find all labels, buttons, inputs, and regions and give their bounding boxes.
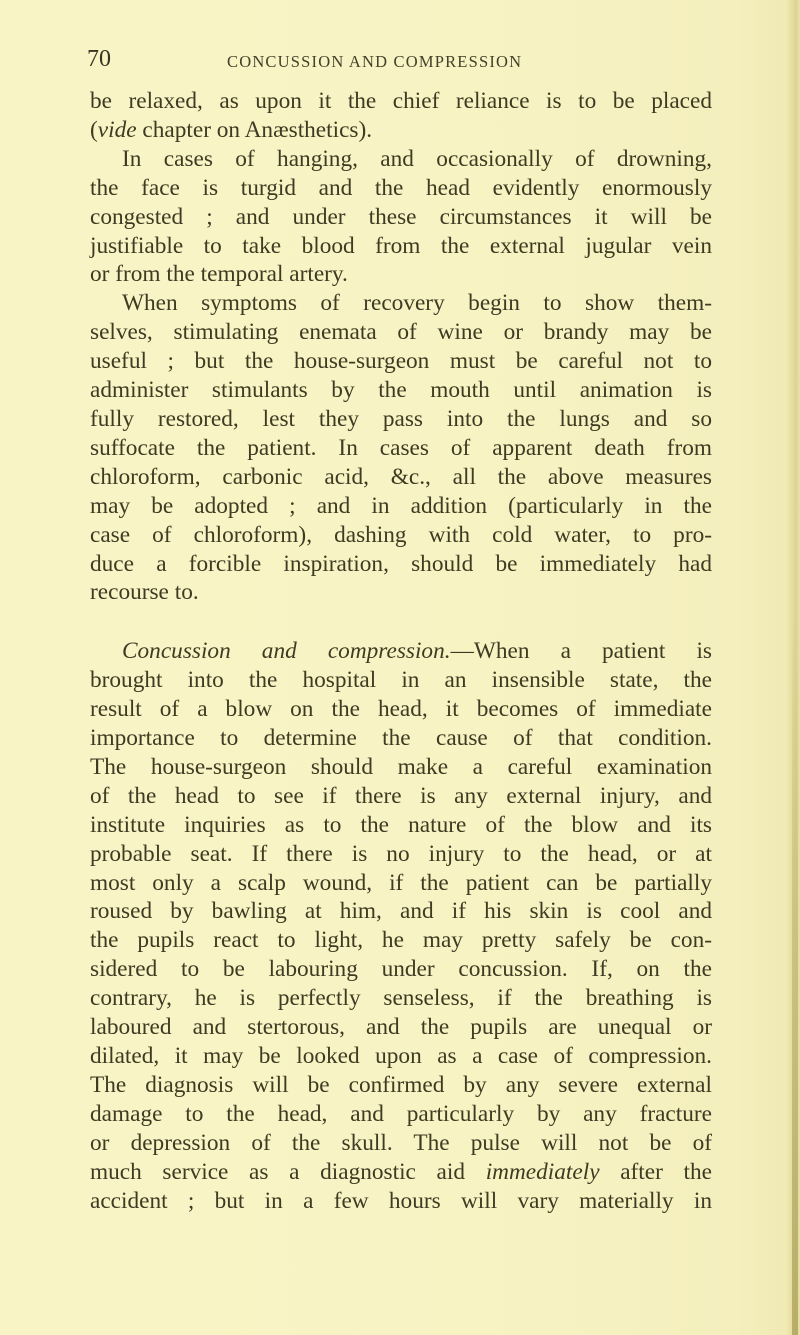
text-fragment: much service as a diagnostic aid xyxy=(90,1158,486,1185)
section-heading: Concussion and compression. xyxy=(122,638,451,665)
text-line: case of chloroform), dashing with cold water, to pro- xyxy=(90,521,712,548)
text-line: brought into the hospital in an insensible state, the xyxy=(90,667,712,694)
text-line: sidered to be labouring under concussion. If, on the xyxy=(90,956,712,983)
text-line: dilated, it may be looked upon as a case of compression. xyxy=(90,1043,712,1069)
running-head xyxy=(87,46,707,76)
text-line: importance to determine the cause of that condition. xyxy=(90,725,712,752)
text-line: suffocate the patient. In cases of apparent death from xyxy=(90,434,712,461)
text-line: probable seat. If there is no injury to the head, or at xyxy=(90,840,712,867)
text-line: the pupils react to light, he may pretty safely be con- xyxy=(90,927,712,954)
text-line: In cases of hanging, and occasionally of drowning, xyxy=(122,145,712,172)
section-concussion-compression xyxy=(90,637,712,1215)
text-line: recourse to. xyxy=(90,579,199,606)
text-line: result of a blow on the head, it becomes of immediate xyxy=(90,696,712,723)
text-line: justifiable to take blood from the external jugular vein xyxy=(90,232,712,259)
italic-term-immediately: immediately xyxy=(485,1158,600,1185)
text-line: of the head to see if there is any external injury, and xyxy=(90,782,712,809)
text-line: the face is turgid and the head evidently enormously xyxy=(90,174,712,201)
text-fragment: chapter on Anæsthetics). xyxy=(136,116,373,143)
paragraph-recovery xyxy=(90,289,712,607)
running-head-title: CONCUSSION AND COMPRESSION xyxy=(227,52,523,71)
text-line: administer stimulants by the mouth until animation is xyxy=(90,377,712,404)
text-line: fully restored, lest they pass into the lungs and so xyxy=(90,405,712,432)
text-line: useful ; but the house-surgeon must be careful not to xyxy=(90,348,712,375)
page-number: 70 xyxy=(87,46,111,72)
page-binding-edge xyxy=(786,0,800,1335)
text-fragment: after the xyxy=(599,1158,713,1185)
text-line: institute inquiries as to the nature of the blow and its xyxy=(90,811,712,838)
text-line: or depression of the skull. The pulse will not be of xyxy=(90,1129,712,1156)
section-lead-in: —When a patient is xyxy=(450,638,712,665)
text-line: accident ; but in a few hours will vary materially in xyxy=(90,1187,712,1214)
text-line: duce a forcible inspiration, should be immediately had xyxy=(90,550,712,577)
text-line: may be adopted ; and in addition (particularly in the xyxy=(90,492,712,519)
body-text xyxy=(90,87,712,1215)
text-line: most only a scalp wound, if the patient can be partially xyxy=(90,869,712,896)
binding-shadow xyxy=(792,620,798,1335)
text-line: damage to the head, and particularly by any fracture xyxy=(90,1100,712,1127)
text-line: laboured and stertorous, and the pupils are unequal or xyxy=(90,1014,712,1041)
text-line: be relaxed, as upon it the chief reliance is to be placed xyxy=(90,88,712,114)
paragraph-continuation xyxy=(90,87,712,145)
text-line: The diagnosis will be confirmed by any severe external xyxy=(90,1071,712,1098)
text-line: chloroform, carbonic acid, &c., all the above measures xyxy=(90,463,712,490)
text-line xyxy=(90,637,712,666)
text-line: (vide chapter on Anæsthetics). xyxy=(90,116,373,143)
text-line: When symptoms of recovery begin to show them- xyxy=(122,290,712,317)
text-line: roused by bawling at him, and if his skin is cool and xyxy=(90,898,712,925)
paragraph-hanging-drowning xyxy=(90,145,712,290)
text-line: The house-surgeon should make a careful examination xyxy=(90,753,712,780)
text-line: selves, stimulating enemata of wine or brandy may be xyxy=(90,319,712,346)
text-line: contrary, he is perfectly senseless, if the breathing is xyxy=(90,985,712,1012)
text-line: congested ; and under these circumstances it will be xyxy=(90,203,712,230)
italic-term-vide: vide xyxy=(97,116,137,143)
text-line: or from the temporal artery. xyxy=(90,261,348,288)
text-line xyxy=(90,1158,712,1187)
